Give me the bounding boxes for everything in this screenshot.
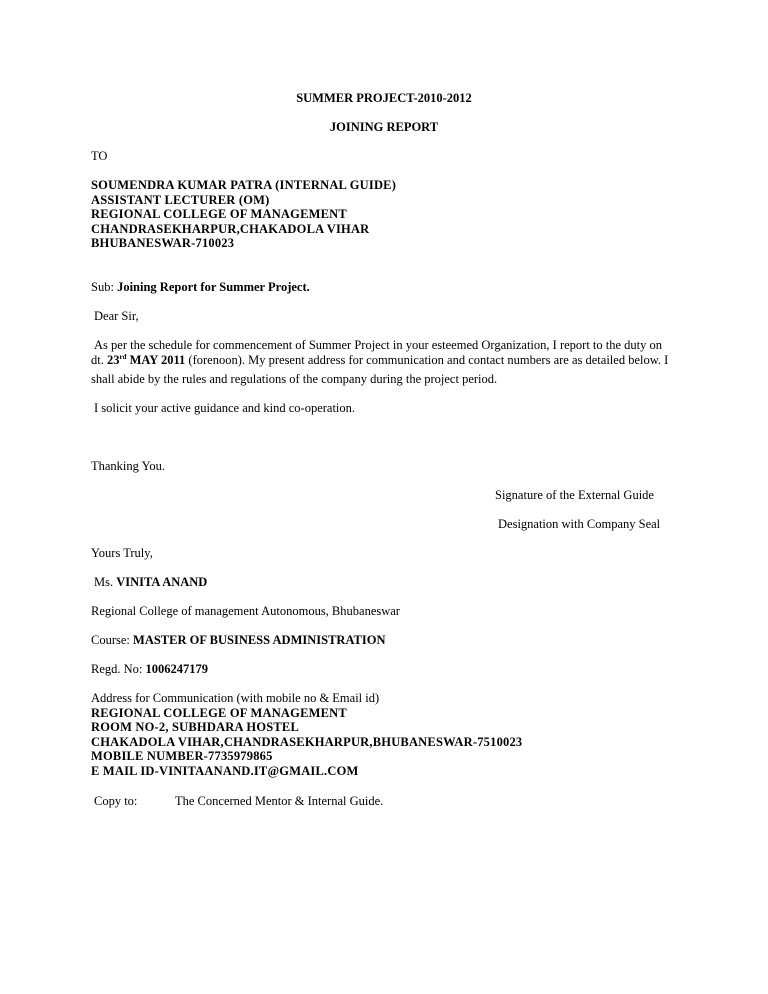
joining-date-month: MAY 2011	[129, 353, 186, 367]
subject-line	[91, 280, 310, 295]
sender-address-line: MOBILE NUMBER-7735979865	[91, 749, 273, 763]
address-label: Address for Communication (with mobile no & Email id)	[91, 691, 380, 705]
copy-value: The Concerned Mentor & Internal Guide.	[175, 794, 384, 808]
regd-label: Regd. No:	[91, 662, 143, 676]
sender-address-line: REGIONAL COLLEGE OF MANAGEMENT	[91, 706, 347, 720]
sender-address-line: CHAKADOLA VIHAR,CHANDRASEKHARPUR,BHUBANESWAR-7510023	[91, 735, 523, 749]
recipient-line: ASSISTANT LECTURER (OM)	[91, 193, 270, 207]
subject-label: Sub:	[91, 280, 114, 294]
document-subtitle: JOINING REPORT	[329, 120, 439, 134]
recipient-line: CHANDRASEKHARPUR,CHAKADOLA VIHAR	[91, 222, 370, 236]
copy-label: Copy to:	[94, 794, 138, 808]
course-value: MASTER OF BUSINESS ADMINISTRATION	[133, 633, 386, 647]
recipient-line: SOUMENDRA KUMAR PATRA (INTERNAL GUIDE)	[91, 178, 397, 192]
thanks-line: Thanking You.	[91, 459, 165, 473]
sender-name-line	[94, 575, 207, 590]
joining-date-day: 23rd	[106, 353, 127, 367]
subject-text: Joining Report for Summer Project.	[117, 280, 310, 294]
body-paragraph-1-line-1: As per the schedule for commencement of Summer Project in your esteemed Organization, I report to the duty on	[94, 338, 663, 352]
sender-name: VINITA ANAND	[116, 575, 208, 589]
body-paragraph-2: I solicit your active guidance and kind co-operation.	[94, 401, 356, 415]
recipient-line: REGIONAL COLLEGE OF MANAGEMENT	[91, 207, 347, 221]
body-paragraph-1-line-2: dt. 23rd MAY 2011 (forenoon). My present address for communication and contact numbers are as detailed below. I	[91, 353, 669, 367]
regd-line	[91, 662, 208, 677]
regd-value: 1006247179	[145, 662, 209, 676]
body-paragraph-1-line-3: shall abide by the rules and regulations of the company during the project period.	[91, 372, 498, 386]
designation-company-seal: Designation with Company Seal	[498, 517, 661, 531]
sender-college: Regional College of management Autonomous, Bhubaneswar	[91, 604, 400, 618]
document-title: SUMMER PROJECT-2010-2012	[296, 91, 472, 105]
sender-email-line: E MAIL ID-VINITAANAND.IT@GMAIL.COM	[91, 764, 359, 778]
salutation: Dear Sir,	[94, 309, 139, 323]
course-label: Course:	[91, 633, 130, 647]
sender-address-line: ROOM NO-2, SUBHDARA HOSTEL	[91, 720, 300, 734]
signature-external-guide: Signature of the External Guide	[495, 488, 654, 502]
course-line	[91, 633, 386, 648]
closing-line: Yours Truly,	[91, 546, 153, 560]
to-label: TO	[91, 149, 108, 163]
sender-prefix: Ms.	[94, 575, 114, 589]
recipient-line: BHUBANESWAR-710023	[91, 236, 235, 250]
